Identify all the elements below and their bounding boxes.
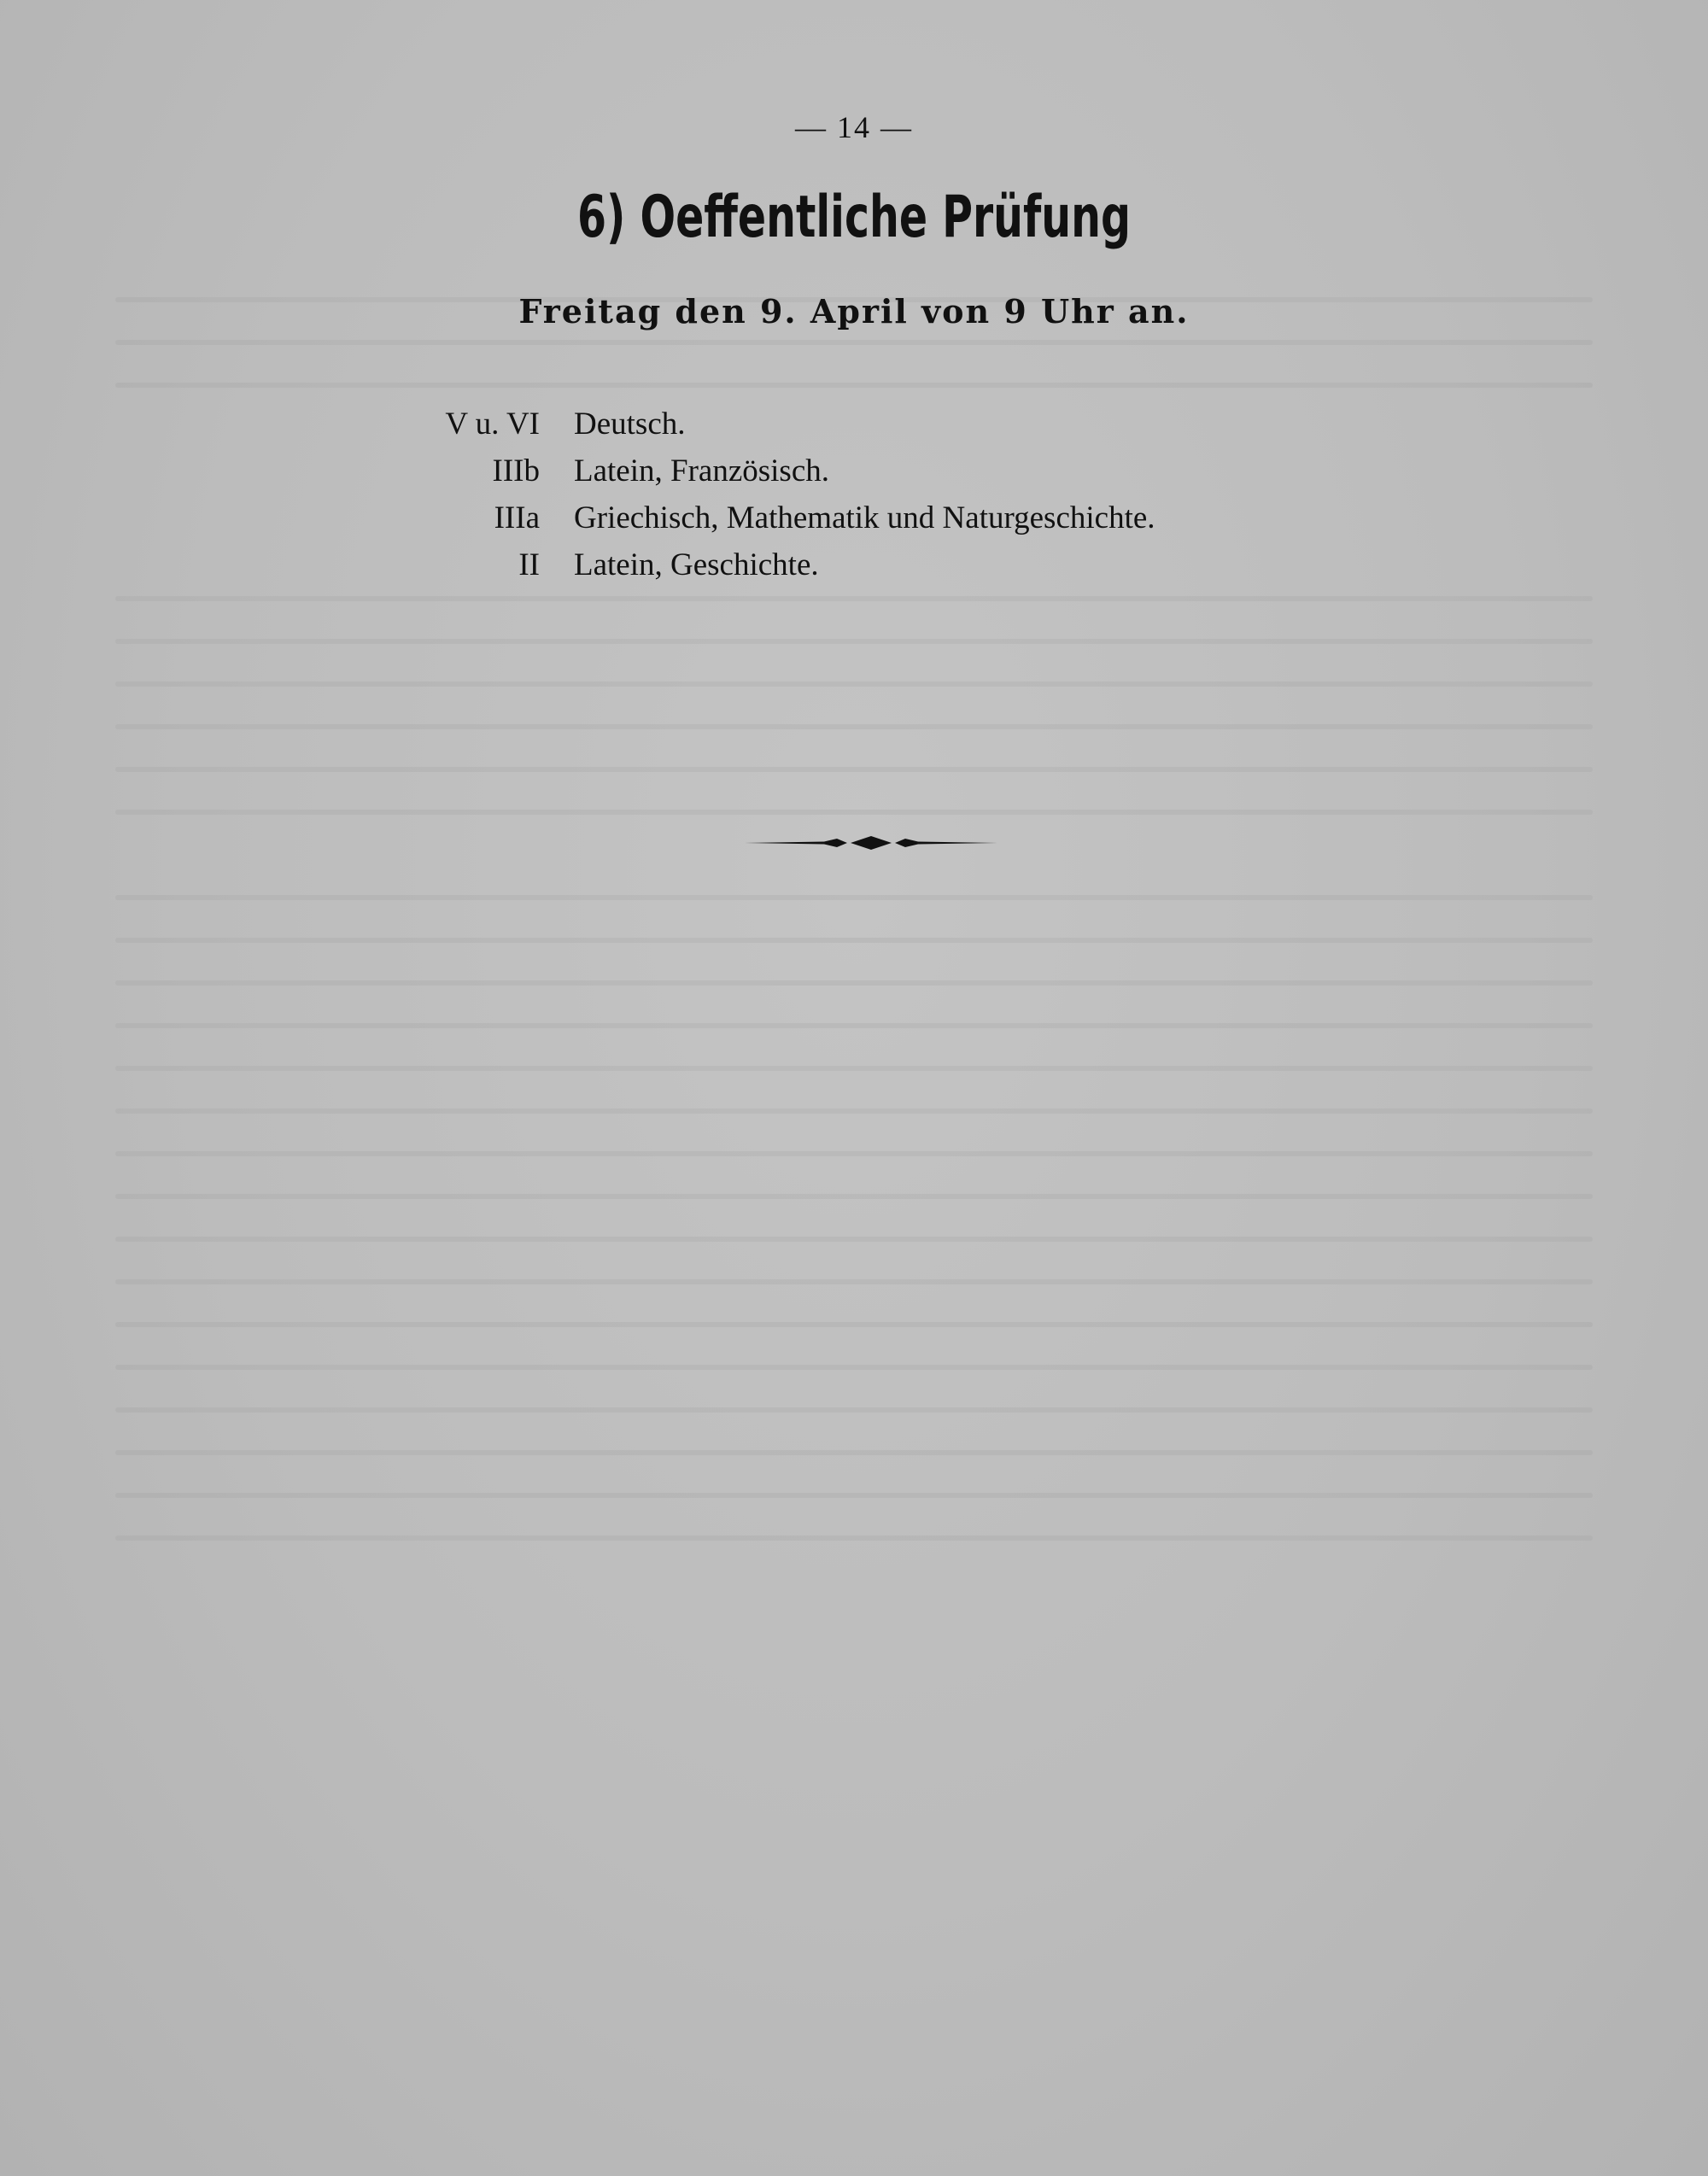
bleed-through-line [115,1407,1593,1413]
bleed-through-line [115,980,1593,986]
bleed-through-line [115,1279,1593,1284]
bleed-through-line [115,340,1593,345]
schedule-row [0,547,1708,594]
class-label: IIIa [494,500,540,535]
bleed-through-line [115,767,1593,772]
page-number: — 14 — [795,110,913,144]
bleed-through-line [115,1535,1593,1541]
bleed-through-line [115,1151,1593,1156]
bleed-through-line [115,724,1593,729]
bleed-through-line [115,596,1593,601]
section-title: 6) Oeffentliche Prüfung [576,184,1132,251]
bleed-through-line [115,810,1593,815]
subject-list: Latein, Geschichte. [574,547,819,582]
bleed-through-line [115,681,1593,687]
bleed-through-line [115,1493,1593,1498]
subject-list: Griechisch, Mathematik und Naturgeschichte. [574,500,1155,535]
schedule-row [0,453,1708,500]
bleed-through-line [115,1322,1593,1327]
divider-ornament-icon [743,833,999,853]
class-label: IIIb [492,453,540,488]
exam-date-line: Freitag den 9. April von 9 Uhr an. [518,292,1190,330]
exam-schedule [0,406,1708,594]
class-label: V u. VI [445,407,540,442]
bleed-through-line [115,639,1593,644]
bleed-through-line [115,895,1593,900]
class-label: II [518,547,540,582]
bleed-through-line [115,383,1593,388]
bleed-through-line [115,938,1593,943]
bleed-through-line [115,1108,1593,1114]
bleed-through-line [115,1450,1593,1455]
bleed-through-line [115,1066,1593,1071]
bleed-through-line [115,1237,1593,1242]
schedule-row [0,500,1708,547]
bleed-through-line [115,1365,1593,1370]
subject-list: Latein, Französisch. [574,453,829,488]
subject-list: Deutsch. [574,407,686,442]
schedule-row [0,406,1708,453]
bleed-through-line [115,1194,1593,1199]
bleed-through-line [115,1023,1593,1028]
